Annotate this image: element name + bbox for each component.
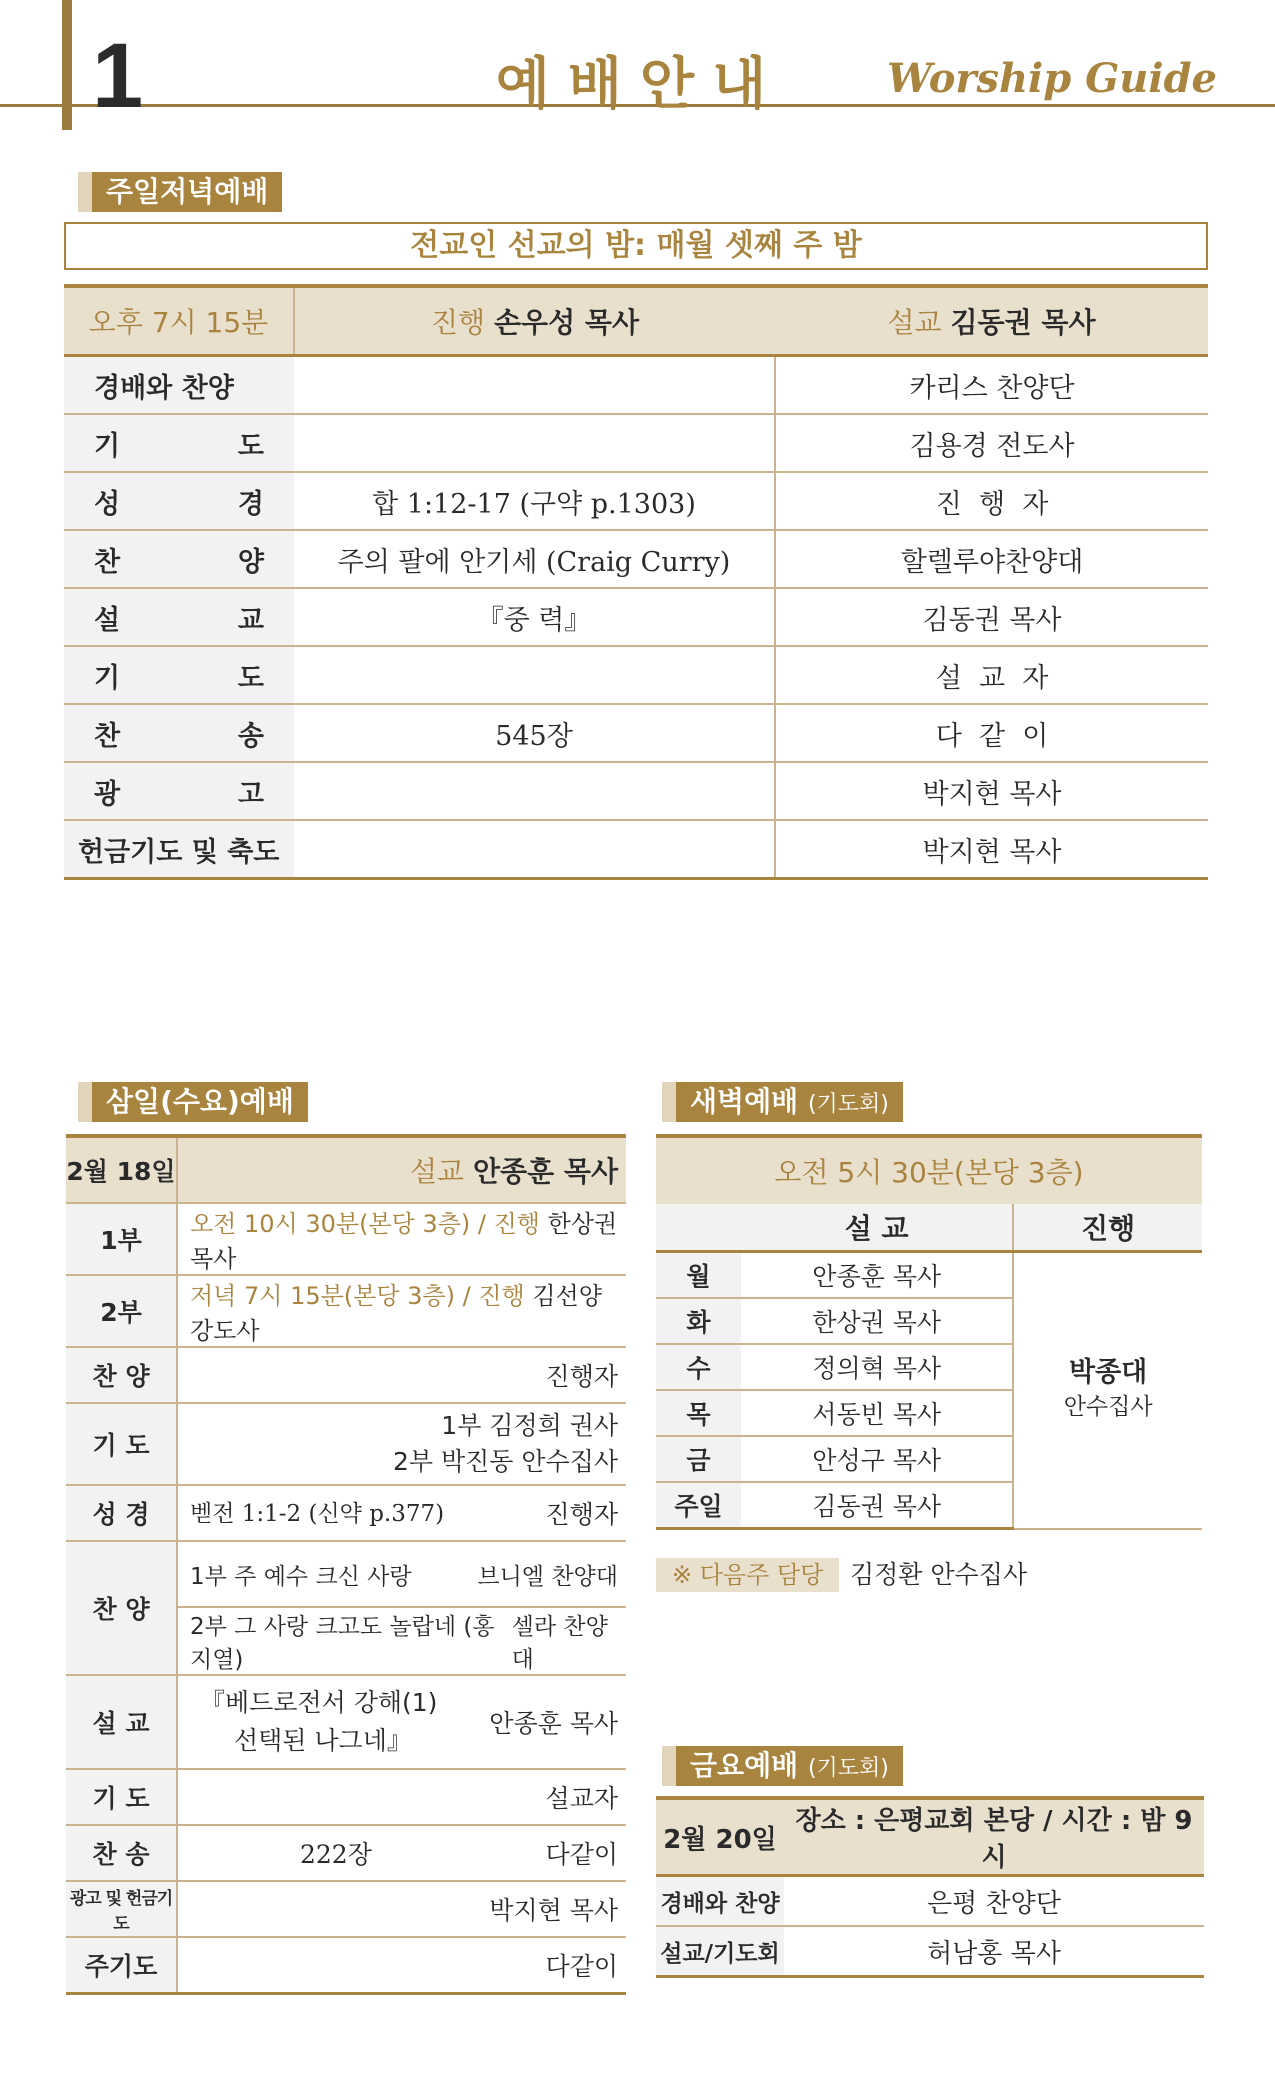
sunday-row-content: 주의 팔에 안기세 (Craig Curry): [294, 530, 775, 588]
header-vertical-rule: [62, 0, 72, 130]
wed-sermon-right: 안종훈 목사: [489, 1709, 618, 1738]
wed-praise-label: 찬 양: [66, 1347, 177, 1403]
sunday-row-label: [64, 704, 294, 762]
sunday-row-label-char: 기: [94, 430, 121, 462]
wed-choir1-group: 브니엘 찬양대: [477, 1563, 618, 1590]
sunday-row: [64, 530, 1208, 588]
wed-scripture-text: 벧전 1:1-2 (신약 p.377): [190, 1501, 445, 1527]
wed-part2-time: 저녁 7시 15분(본당 3층): [190, 1282, 455, 1310]
sunday-row: [64, 472, 1208, 530]
dawn-day: 화: [656, 1298, 741, 1344]
friday-table: [656, 1796, 1204, 1978]
sunday-row-label: [64, 588, 294, 646]
wed-choir-row: [66, 1541, 626, 1675]
wed-part1-leader-label: 진행: [493, 1210, 540, 1238]
dawn-preacher: 김동권 목사: [741, 1482, 1013, 1529]
dawn-preacher: 정의혁 목사: [741, 1344, 1013, 1390]
dawn-next-name: 김정환 안수집사: [850, 1560, 1027, 1589]
sunday-row: [64, 414, 1208, 472]
dawn-tag-small: (기도회): [807, 1092, 889, 1117]
dawn-row: [656, 1252, 1202, 1299]
wed-choir: [177, 1541, 626, 1675]
dawn-leader: [1013, 1252, 1202, 1529]
dawn-preacher: 안종훈 목사: [741, 1252, 1013, 1299]
page-number: 1: [92, 25, 144, 127]
sunday-leader-name: 손우성 목사: [494, 306, 639, 339]
sunday-row-label-char: 성: [94, 488, 121, 520]
dawn-day: 수: [656, 1344, 741, 1390]
sunday-row: [64, 646, 1208, 704]
dawn-tag-main: 새벽예배: [690, 1085, 799, 1118]
wed-part1-time: 오전 10시 30분(본당 3층): [190, 1210, 471, 1238]
wed-scripture: [177, 1485, 626, 1541]
dawn-leader-name: 박종대: [1069, 1357, 1148, 1389]
wed-sermon-label: 설 교: [66, 1675, 177, 1769]
sunday-row-label-char: 설: [94, 604, 121, 636]
fri-row-label: 경배와 찬양: [656, 1876, 784, 1927]
sunday-row-content: [294, 762, 775, 820]
wednesday-table: [66, 1134, 626, 1995]
dawn-day: 목: [656, 1390, 741, 1436]
wed-header-row: [66, 1136, 626, 1203]
wed-sermon-row: [66, 1675, 626, 1769]
sunday-row-label: 경배와 찬양: [64, 356, 294, 415]
sunday-row-label-char: 교: [237, 604, 264, 636]
sunday-leader-label: 진행: [430, 306, 486, 339]
dawn-preacher: 한상권 목사: [741, 1298, 1013, 1344]
sunday-row-label-char: 찬: [94, 546, 121, 578]
sunday-row-person: 다 같 이: [775, 704, 1208, 762]
sunday-row-person: 할렐루야찬양대: [775, 530, 1208, 588]
sunday-row-person: 진 행 자: [775, 472, 1208, 530]
wed-prayer-label: 기 도: [66, 1403, 177, 1485]
fri-row-value: 은평 찬양단: [784, 1876, 1204, 1927]
sunday-row-label: [64, 762, 294, 820]
wed-praise-right: 진행자: [177, 1347, 626, 1403]
sunday-row-label: 헌금기도 및 축도: [64, 820, 294, 879]
wed-scripture-label: 성 경: [66, 1485, 177, 1541]
wed-choir1-song: 1부 주 예수 크신 사랑: [190, 1563, 412, 1590]
wed-part2-row: [66, 1275, 626, 1347]
sunday-row-person: 설 교 자: [775, 646, 1208, 704]
sunday-row-content: [294, 356, 775, 415]
wed-prayer-1: 1부 김정희 권사: [441, 1411, 618, 1440]
sunday-leader: [294, 286, 775, 356]
wed-part2-leader: 김선양 강도사: [190, 1282, 602, 1345]
fri-row-label: 설교/기도회: [656, 1926, 784, 1977]
page-title: 예배안내: [495, 52, 785, 117]
wed-hymn-number: 222장: [300, 1840, 372, 1869]
sunday-row-label-char: 도: [237, 430, 264, 462]
sunday-row: [64, 820, 1208, 879]
dawn-header-row: [656, 1136, 1202, 1204]
dawn-preacher: 안성구 목사: [741, 1436, 1013, 1482]
sunday-row-content: [294, 820, 775, 879]
dawn-corner: [656, 1204, 741, 1252]
wed-sermon-title-1: 『베드로전서 강해(1): [200, 1688, 438, 1717]
dawn-time: 오전 5시 30분(본당 3층): [656, 1136, 1202, 1204]
wed-prayer-row: [66, 1403, 626, 1485]
friday-tag-main: 금요예배: [690, 1749, 799, 1782]
dawn-col-sermon: 설 교: [741, 1204, 1013, 1252]
sunday-row: [64, 588, 1208, 646]
wed-notice-row: [66, 1881, 626, 1937]
wed-part1-info: [177, 1203, 626, 1275]
sunday-tag: 주일저녁예배: [92, 172, 282, 212]
sunday-row-label-char: 송: [237, 720, 264, 752]
sunday-row-label: [64, 414, 294, 472]
fri-date: 2월 20일: [656, 1798, 784, 1876]
sunday-header-row: [64, 286, 1208, 356]
wed-sermon-title-2: 선택된 나그네』: [234, 1726, 412, 1755]
sunday-row-person: 박지현 목사: [775, 762, 1208, 820]
sunday-row-person: 김동권 목사: [775, 588, 1208, 646]
dawn-day: 금: [656, 1436, 741, 1482]
dawn-tag: [676, 1082, 903, 1122]
sunday-row-label-char: 광: [94, 778, 121, 810]
wed-part1-label: 1부: [66, 1203, 177, 1275]
dawn-day: 월: [656, 1252, 741, 1299]
wednesday-tag: 삼일(수요)예배: [92, 1082, 308, 1122]
sunday-preacher-label: 설교: [887, 306, 942, 339]
sunday-row: [64, 762, 1208, 820]
wed-part1-leader: 한상권 목사: [190, 1210, 618, 1273]
wed-preacher: [177, 1136, 626, 1203]
wed-scripture-row: [66, 1485, 626, 1541]
wed-date: 2월 18일: [66, 1136, 177, 1203]
friday-tag-small: (기도회): [807, 1756, 889, 1781]
sunday-row-label-char: 도: [237, 662, 264, 694]
friday-tag: [676, 1746, 903, 1786]
page-subtitle: Worship Guide: [887, 55, 1217, 102]
dawn-day: 주일: [656, 1482, 741, 1529]
wed-prayer2-row: [66, 1769, 626, 1825]
wed-part1-sep: /: [477, 1210, 486, 1238]
sunday-row-person: 카리스 찬양단: [775, 356, 1208, 415]
sunday-time: 오후 7시 15분: [64, 286, 294, 356]
sunday-row-person: 김용경 전도사: [775, 414, 1208, 472]
sunday-row-content: [294, 646, 775, 704]
fri-header-row: [656, 1798, 1204, 1876]
sunday-table: [64, 284, 1208, 880]
wed-prayer-2: 2부 박진동 안수집사: [393, 1447, 618, 1476]
sunday-preacher-name: 김동권 목사: [950, 306, 1096, 339]
sunday-row-content: 합 1:12-17 (구약 p.1303): [294, 472, 775, 530]
sunday-row-label-char: 고: [237, 778, 264, 810]
wed-hymn-label: 찬 송: [66, 1825, 177, 1881]
sunday-row-person: 박지현 목사: [775, 820, 1208, 879]
sunday-row-label: [64, 646, 294, 704]
wed-part2-info: [177, 1275, 626, 1347]
wed-lord-row: [66, 1937, 626, 1994]
sunday-row-label: [64, 530, 294, 588]
dawn-leader-title: 안수집사: [1063, 1394, 1153, 1421]
sunday-row-label-char: 경: [237, 488, 264, 520]
wed-lord-right: 다같이: [177, 1937, 626, 1994]
dawn-table: [656, 1134, 1202, 1530]
wed-prayer2-label: 기 도: [66, 1769, 177, 1825]
wed-hymn-row: [66, 1825, 626, 1881]
wed-part1-row: [66, 1203, 626, 1275]
dawn-preacher: 서동빈 목사: [741, 1390, 1013, 1436]
sunday-row-label-char: 양: [237, 546, 264, 578]
wed-choir2-group: 셀라 찬양대: [511, 1614, 608, 1673]
wed-part2-sep: /: [462, 1282, 471, 1310]
sunday-row-label: [64, 472, 294, 530]
wed-lord-label: 주기도: [66, 1937, 177, 1994]
wed-hymn: [177, 1825, 626, 1881]
dawn-col-lead: 진행: [1013, 1204, 1202, 1252]
sunday-row: [64, 704, 1208, 762]
wed-praise-row: [66, 1347, 626, 1403]
wed-notice-label: 광고 및 헌금기도: [66, 1881, 177, 1937]
fri-info: 장소 : 은평교회 본당 / 시간 : 밤 9시: [784, 1798, 1204, 1876]
wed-prayer-names: [177, 1403, 626, 1485]
wed-prayer2-right: 설교자: [177, 1769, 626, 1825]
fri-row: [656, 1876, 1204, 1927]
fri-row: [656, 1926, 1204, 1977]
wed-choir2-song: 2부 그 사랑 크고도 놀랍네 (홍지열): [190, 1614, 495, 1673]
wed-hymn-right: 다같이: [545, 1840, 618, 1869]
wed-sermon: [177, 1675, 626, 1769]
dawn-next-label: ※ 다음주 담당: [656, 1558, 839, 1592]
sunday-row-content: 『중 력』: [294, 588, 775, 646]
sunday-row: [64, 356, 1208, 415]
wed-notice-right: 박지현 목사: [177, 1881, 626, 1937]
fri-row-value: 허남홍 목사: [784, 1926, 1204, 1977]
wed-scripture-right: 진행자: [545, 1500, 618, 1529]
wed-preacher-name: 안종훈 목사: [473, 1155, 618, 1188]
wed-preacher-label: 설교: [409, 1155, 465, 1188]
sunday-row-content: 545장: [294, 704, 775, 762]
wed-part2-label: 2부: [66, 1275, 177, 1347]
wed-part2-leader-label: 진행: [478, 1282, 525, 1310]
wed-choir-label: 찬 양: [66, 1541, 177, 1675]
dawn-subheader-row: [656, 1204, 1202, 1252]
sunday-row-content: [294, 414, 775, 472]
sunday-row-label-char: 기: [94, 662, 121, 694]
sunday-preacher: [775, 286, 1208, 356]
sunday-row-label-char: 찬: [94, 720, 121, 752]
sunday-banner: 전교인 선교의 밤: 매월 셋째 주 밤: [64, 222, 1208, 270]
